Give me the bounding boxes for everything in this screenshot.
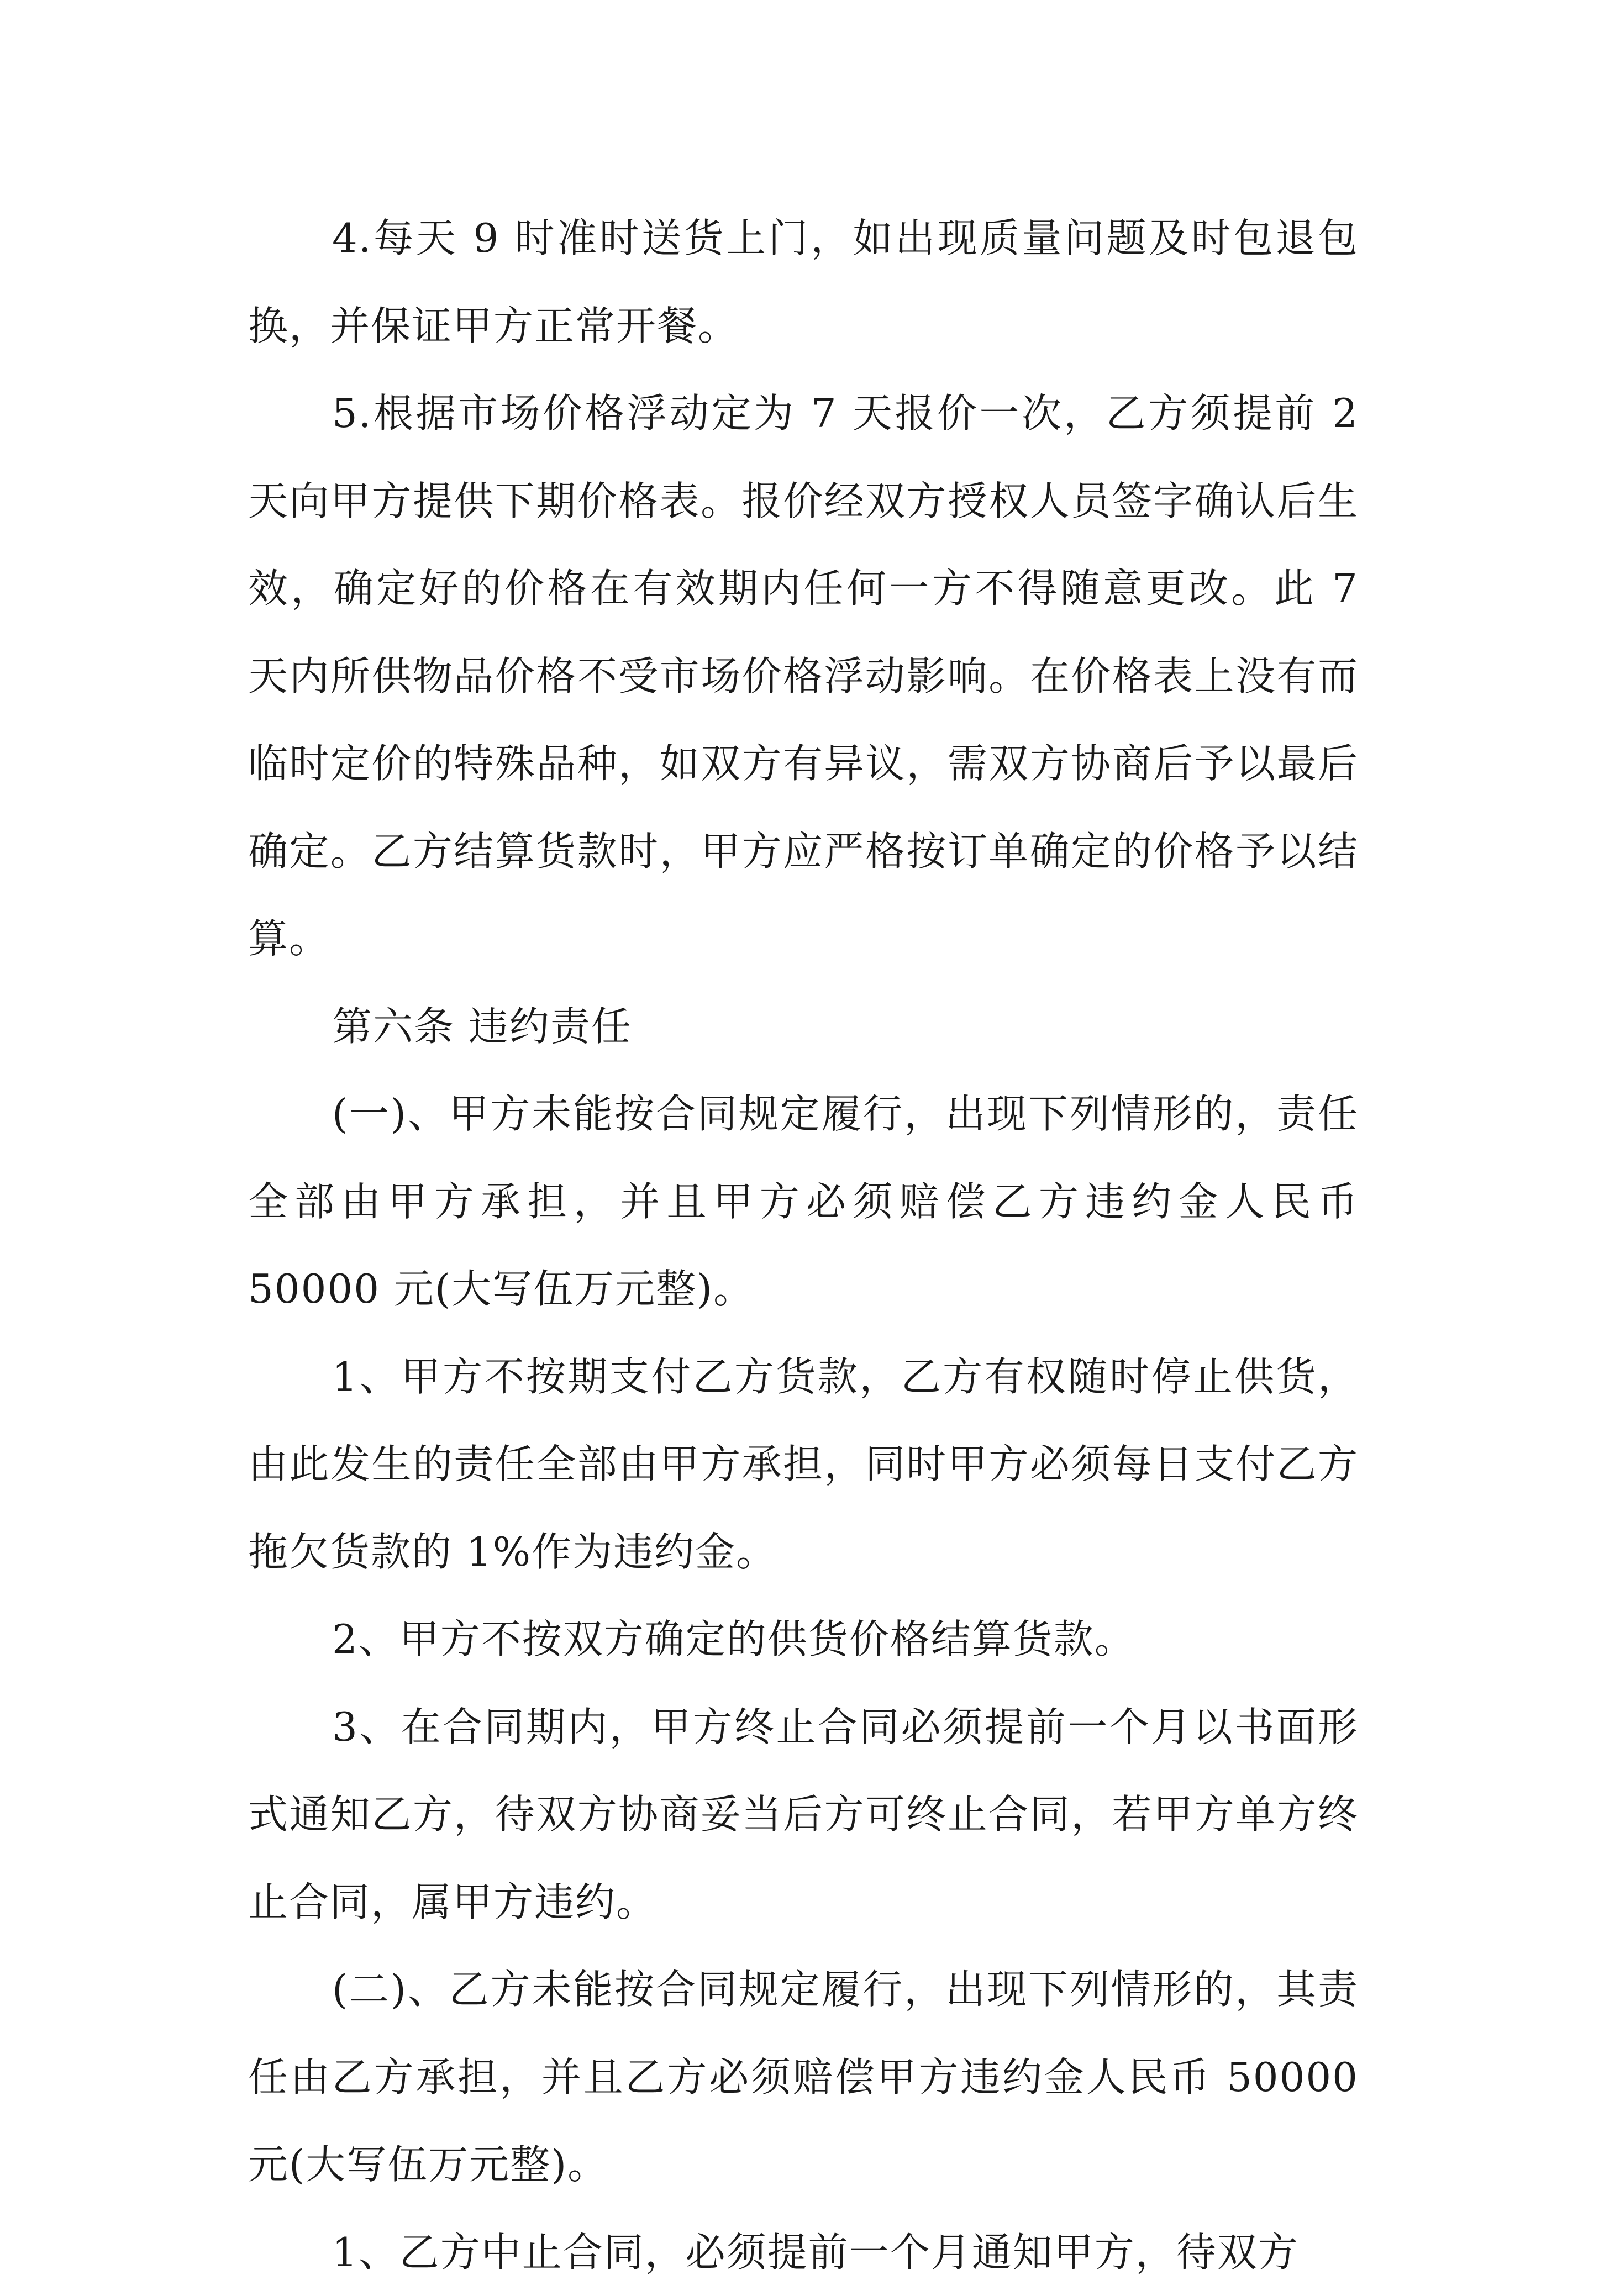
clause-4-delivery: 4.每天 9 时准时送货上门，如出现质量问题及时包退包换，并保证甲方正常开餐。 <box>248 194 1359 370</box>
party-b-breach-intro: (二)、乙方未能按合同规定履行，出现下列情形的，其责任由乙方承担，并且乙方必须赔偿甲方违约金人民币 50000 元(大写伍万元整)。 <box>248 1946 1359 2209</box>
party-b-breach-item-1: 1、乙方中止合同，必须提前一个月通知甲方，待双方 <box>248 2209 1359 2296</box>
contract-text-body <box>248 194 1359 2296</box>
clause-5-pricing: 5.根据市场价格浮动定为 7 天报价一次，乙方须提前 2 天向甲方提供下期价格表。报价经双方授权人员签字确认后生效，确定好的价格在有效期内任何一方不得随意更改。此 7 天内所供物品价格不受市场价格浮动影响。在价格表上没有而临时定价的特殊品种，如双方有异议，需双方协商后予以最后确定。乙方结算货款时，甲方应严格按订单确定的价格予以结算。 <box>248 370 1359 983</box>
party-a-breach-item-2: 2、甲方不按双方确定的供货价格结算货款。 <box>248 1595 1359 1683</box>
article-6-heading: 第六条 违约责任 <box>248 983 1359 1071</box>
party-a-breach-item-1: 1、甲方不按期支付乙方货款，乙方有权随时停止供货，由此发生的责任全部由甲方承担，同时甲方必须每日支付乙方拖欠货款的 1%作为违约金。 <box>248 1333 1359 1596</box>
party-a-breach-intro: (一)、甲方未能按合同规定履行，出现下列情形的，责任全部由甲方承担，并且甲方必须赔偿乙方违约金人民币 50000 元(大写伍万元整)。 <box>248 1070 1359 1333</box>
party-a-breach-item-3: 3、在合同期内，甲方终止合同必须提前一个月以书面形式通知乙方，待双方协商妥当后方可终止合同，若甲方单方终止合同，属甲方违约。 <box>248 1683 1359 1946</box>
